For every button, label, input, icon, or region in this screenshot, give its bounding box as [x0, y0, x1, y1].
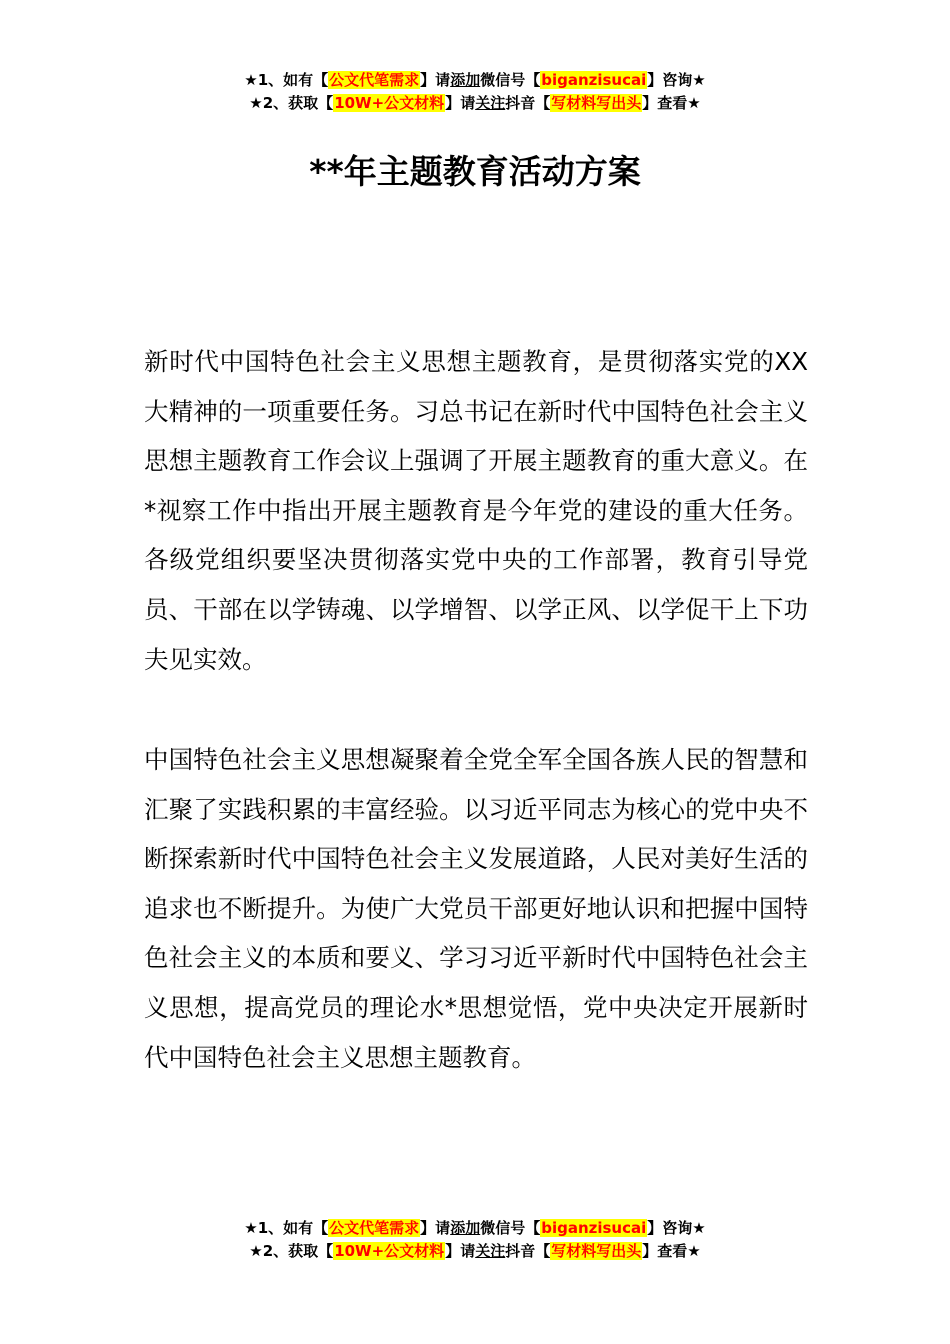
banner-text: 】请 [445, 1242, 476, 1260]
banner-text: 抖音【 [505, 1242, 551, 1260]
banner-text: 】请 [420, 1219, 451, 1237]
banner-text: 】查看★ [642, 94, 701, 112]
banner-line-2 [0, 92, 950, 115]
banner-text: ★1、如有【 [244, 1219, 329, 1237]
banner-text: ★1、如有【 [244, 71, 329, 89]
banner-line-1 [0, 69, 950, 92]
banner-highlight-douyin: 写材料写出头 [551, 94, 642, 112]
banner-text: 】请 [445, 94, 476, 112]
body-paragraph-2: 中国特色社会主义思想凝聚着全党全军全国各族人民的智慧和汇聚了实践积累的丰富经验。以习近平同志为核心的党中央不断探索新时代中国特色社会主义发展道路，人民对美好生活的追求也不断提升。为使广大党员干部更好地认识和把握中国特色社会主义的本质和要义、学习习近平新时代中国特色社会主义思想，提高党员的理论水*思想觉悟，党中央决定开展新时代中国特色社会主义思想主题教育。 [144, 745, 808, 1072]
banner-text: 】请 [420, 71, 451, 89]
banner-highlight-materials: 10W+公文材料 [334, 1242, 445, 1260]
banner-text: 】查看★ [642, 1242, 701, 1260]
banner-text: 】咨询★ [647, 71, 706, 89]
body-paragraph-1: 新时代中国特色社会主义思想主题教育，是贯彻落实党的XX大精神的一项重要任务。习总书记在新时代中国特色社会主义思想主题教育工作会议上强调了开展主题教育的重大意义。在*视察工作中指出开展主题教育是今年党的建设的重大任务。各级党组织要坚决贯彻落实党中央的工作部署，教育引导党员、干部在以学铸魂、以学增智、以学正风、以学促干上下功夫见实效。 [144, 347, 808, 674]
banner-underlined-word: 关注 [475, 1242, 506, 1260]
banner-text: 】咨询★ [647, 1219, 706, 1237]
banner-underlined-word: 添加 [450, 1219, 481, 1237]
banner-line-2 [0, 1240, 950, 1263]
footer-banner [0, 1217, 950, 1263]
document-title: **年主题教育活动方案 [309, 152, 641, 191]
banner-highlight-douyin: 写材料写出头 [551, 1242, 642, 1260]
banner-highlight-service: 公文代笔需求 [329, 71, 420, 89]
banner-highlight-wechat-id: biganzisucai [541, 71, 647, 89]
banner-highlight-service: 公文代笔需求 [329, 1219, 420, 1237]
banner-text: 微信号【 [480, 1219, 541, 1237]
banner-line-1 [0, 1217, 950, 1240]
banner-underlined-word: 添加 [450, 71, 481, 89]
banner-underlined-word: 关注 [475, 94, 506, 112]
banner-highlight-wechat-id: biganzisucai [541, 1219, 647, 1237]
banner-text: 微信号【 [480, 71, 541, 89]
header-banner [0, 69, 950, 115]
banner-text: 抖音【 [505, 94, 551, 112]
banner-text: ★2、获取【 [249, 94, 334, 112]
banner-highlight-materials: 10W+公文材料 [334, 94, 445, 112]
banner-text: ★2、获取【 [249, 1242, 334, 1260]
